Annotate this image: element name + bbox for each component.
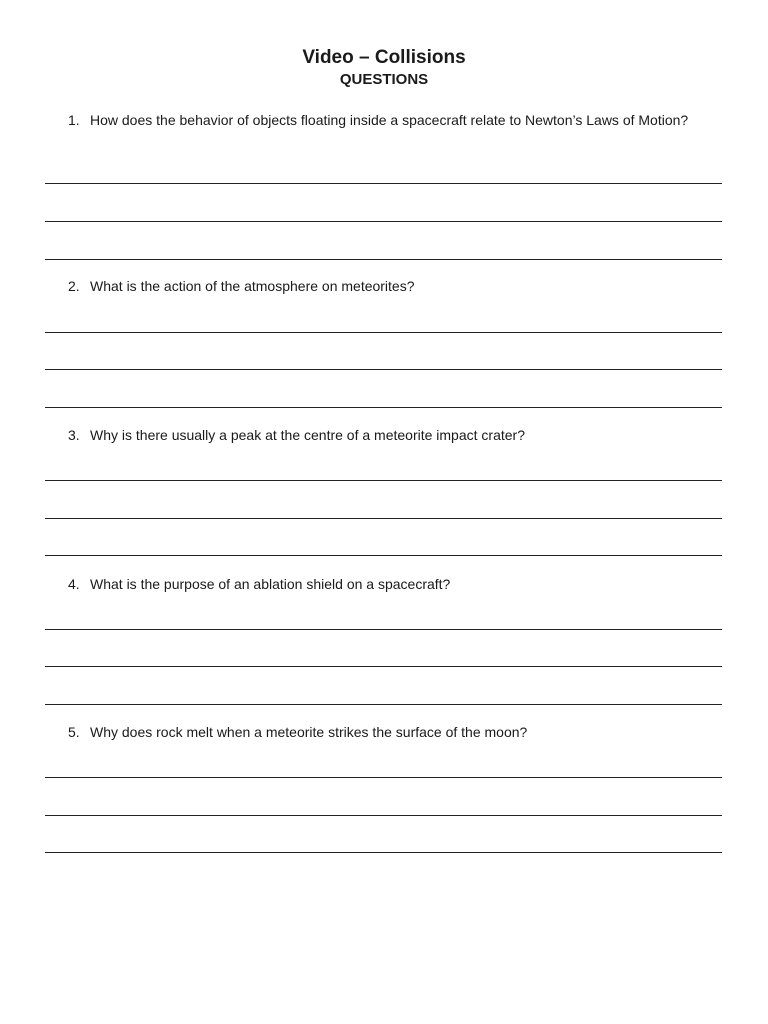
answer-line[interactable] <box>45 852 722 853</box>
answer-line[interactable] <box>45 815 722 816</box>
question-number: 1. <box>68 112 80 128</box>
question-text: What is the action of the atmosphere on meteorites? <box>90 278 415 294</box>
answer-line[interactable] <box>45 777 722 778</box>
answer-line[interactable] <box>45 666 722 667</box>
answer-line[interactable] <box>45 704 722 705</box>
answer-line[interactable] <box>45 629 722 630</box>
question-number: 3. <box>68 427 80 443</box>
answer-line[interactable] <box>45 259 722 260</box>
answer-line[interactable] <box>45 518 722 519</box>
question-number: 2. <box>68 278 80 294</box>
question-4 <box>68 575 698 593</box>
page-subtitle: QUESTIONS <box>339 71 429 88</box>
page-title: Video – Collisions <box>302 47 466 68</box>
answer-line[interactable] <box>45 369 722 370</box>
answer-line[interactable] <box>45 332 722 333</box>
question-2 <box>68 277 698 295</box>
answer-line[interactable] <box>45 555 722 556</box>
answer-line[interactable] <box>45 480 722 481</box>
question-1 <box>68 111 698 129</box>
answer-line[interactable] <box>45 407 722 408</box>
question-text: What is the purpose of an ablation shield on a spacecraft? <box>90 576 451 592</box>
question-number: 5. <box>68 724 80 740</box>
answer-line[interactable] <box>45 183 722 184</box>
question-5 <box>68 723 698 741</box>
question-number: 4. <box>68 576 80 592</box>
question-text: Why is there usually a peak at the centre of a meteorite impact crater? <box>90 427 525 443</box>
answer-line[interactable] <box>45 221 722 222</box>
question-text: Why does rock melt when a meteorite strikes the surface of the moon? <box>90 724 528 740</box>
question-text: How does the behavior of objects floating inside a spacecraft relate to Newton’s Laws of Motion? <box>90 112 689 128</box>
question-3 <box>68 426 698 444</box>
